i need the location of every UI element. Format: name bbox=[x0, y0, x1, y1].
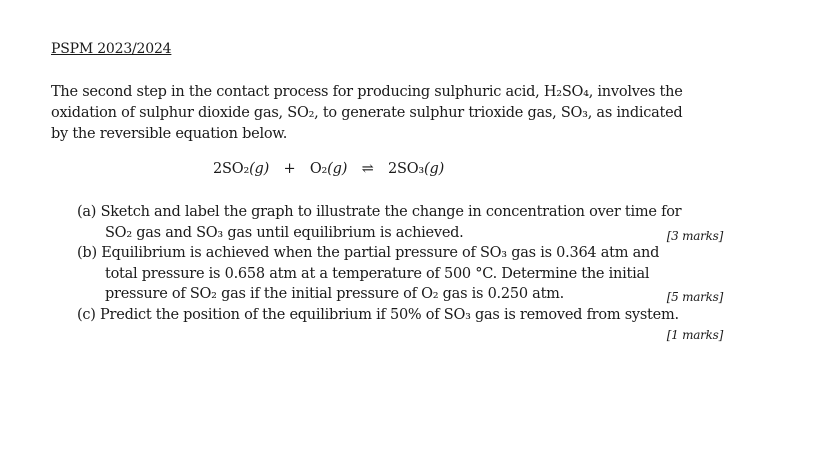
marks-label: [3 marks] bbox=[666, 228, 723, 243]
exam-header: PSPM 2023/2024 bbox=[51, 41, 172, 57]
intro-line: The second step in the contact process for producing sulphuric acid, H₂SO₄, involves the bbox=[51, 84, 683, 100]
question-text: pressure of SO₂ gas if the initial pressure of O₂ gas is 0.250 atm. bbox=[105, 286, 565, 302]
state-symbol: (g) bbox=[249, 161, 270, 177]
question-text: SO₂ gas and SO₃ gas until equilibrium is achieved. bbox=[105, 224, 464, 241]
intro-line: oxidation of sulphur dioxide gas, SO₂, to generate sulphur trioxide gas, SO₃, as indicated bbox=[51, 105, 683, 121]
question-a bbox=[77, 202, 727, 243]
question-line bbox=[77, 223, 727, 244]
reactant-o2: O₂ bbox=[309, 161, 328, 177]
intro-paragraph bbox=[51, 82, 741, 145]
product-so3: 2SO₃ bbox=[387, 161, 425, 177]
question-b bbox=[77, 243, 727, 305]
reactant-so2: 2SO₂ bbox=[213, 161, 250, 177]
question-c bbox=[77, 305, 727, 344]
question-line: (b) Equilibrium is achieved when the partial pressure of SO₃ gas is 0.364 atm and bbox=[77, 245, 660, 261]
marks-row bbox=[77, 325, 727, 343]
question-line bbox=[77, 284, 727, 305]
question-list bbox=[77, 202, 727, 343]
plus-sign: + bbox=[283, 161, 296, 177]
marks-label: [1 marks] bbox=[666, 328, 723, 342]
question-line: (c) Predict the position of the equilibrium if 50% of SO₃ gas is removed from system. bbox=[77, 306, 679, 323]
chemical-equation bbox=[213, 161, 444, 177]
marks-label: [5 marks] bbox=[666, 290, 723, 304]
state-symbol: (g) bbox=[327, 161, 348, 177]
equilibrium-arrow-icon: ⇌ bbox=[361, 161, 374, 177]
question-line: (a) Sketch and label the graph to illustrate the change in concentration over time for bbox=[77, 204, 682, 220]
intro-line: by the reversible equation below. bbox=[51, 126, 288, 142]
question-line: total pressure is 0.658 atm at a temperature of 500 °C. Determine the initial bbox=[105, 265, 650, 282]
state-symbol: (g) bbox=[424, 161, 445, 177]
